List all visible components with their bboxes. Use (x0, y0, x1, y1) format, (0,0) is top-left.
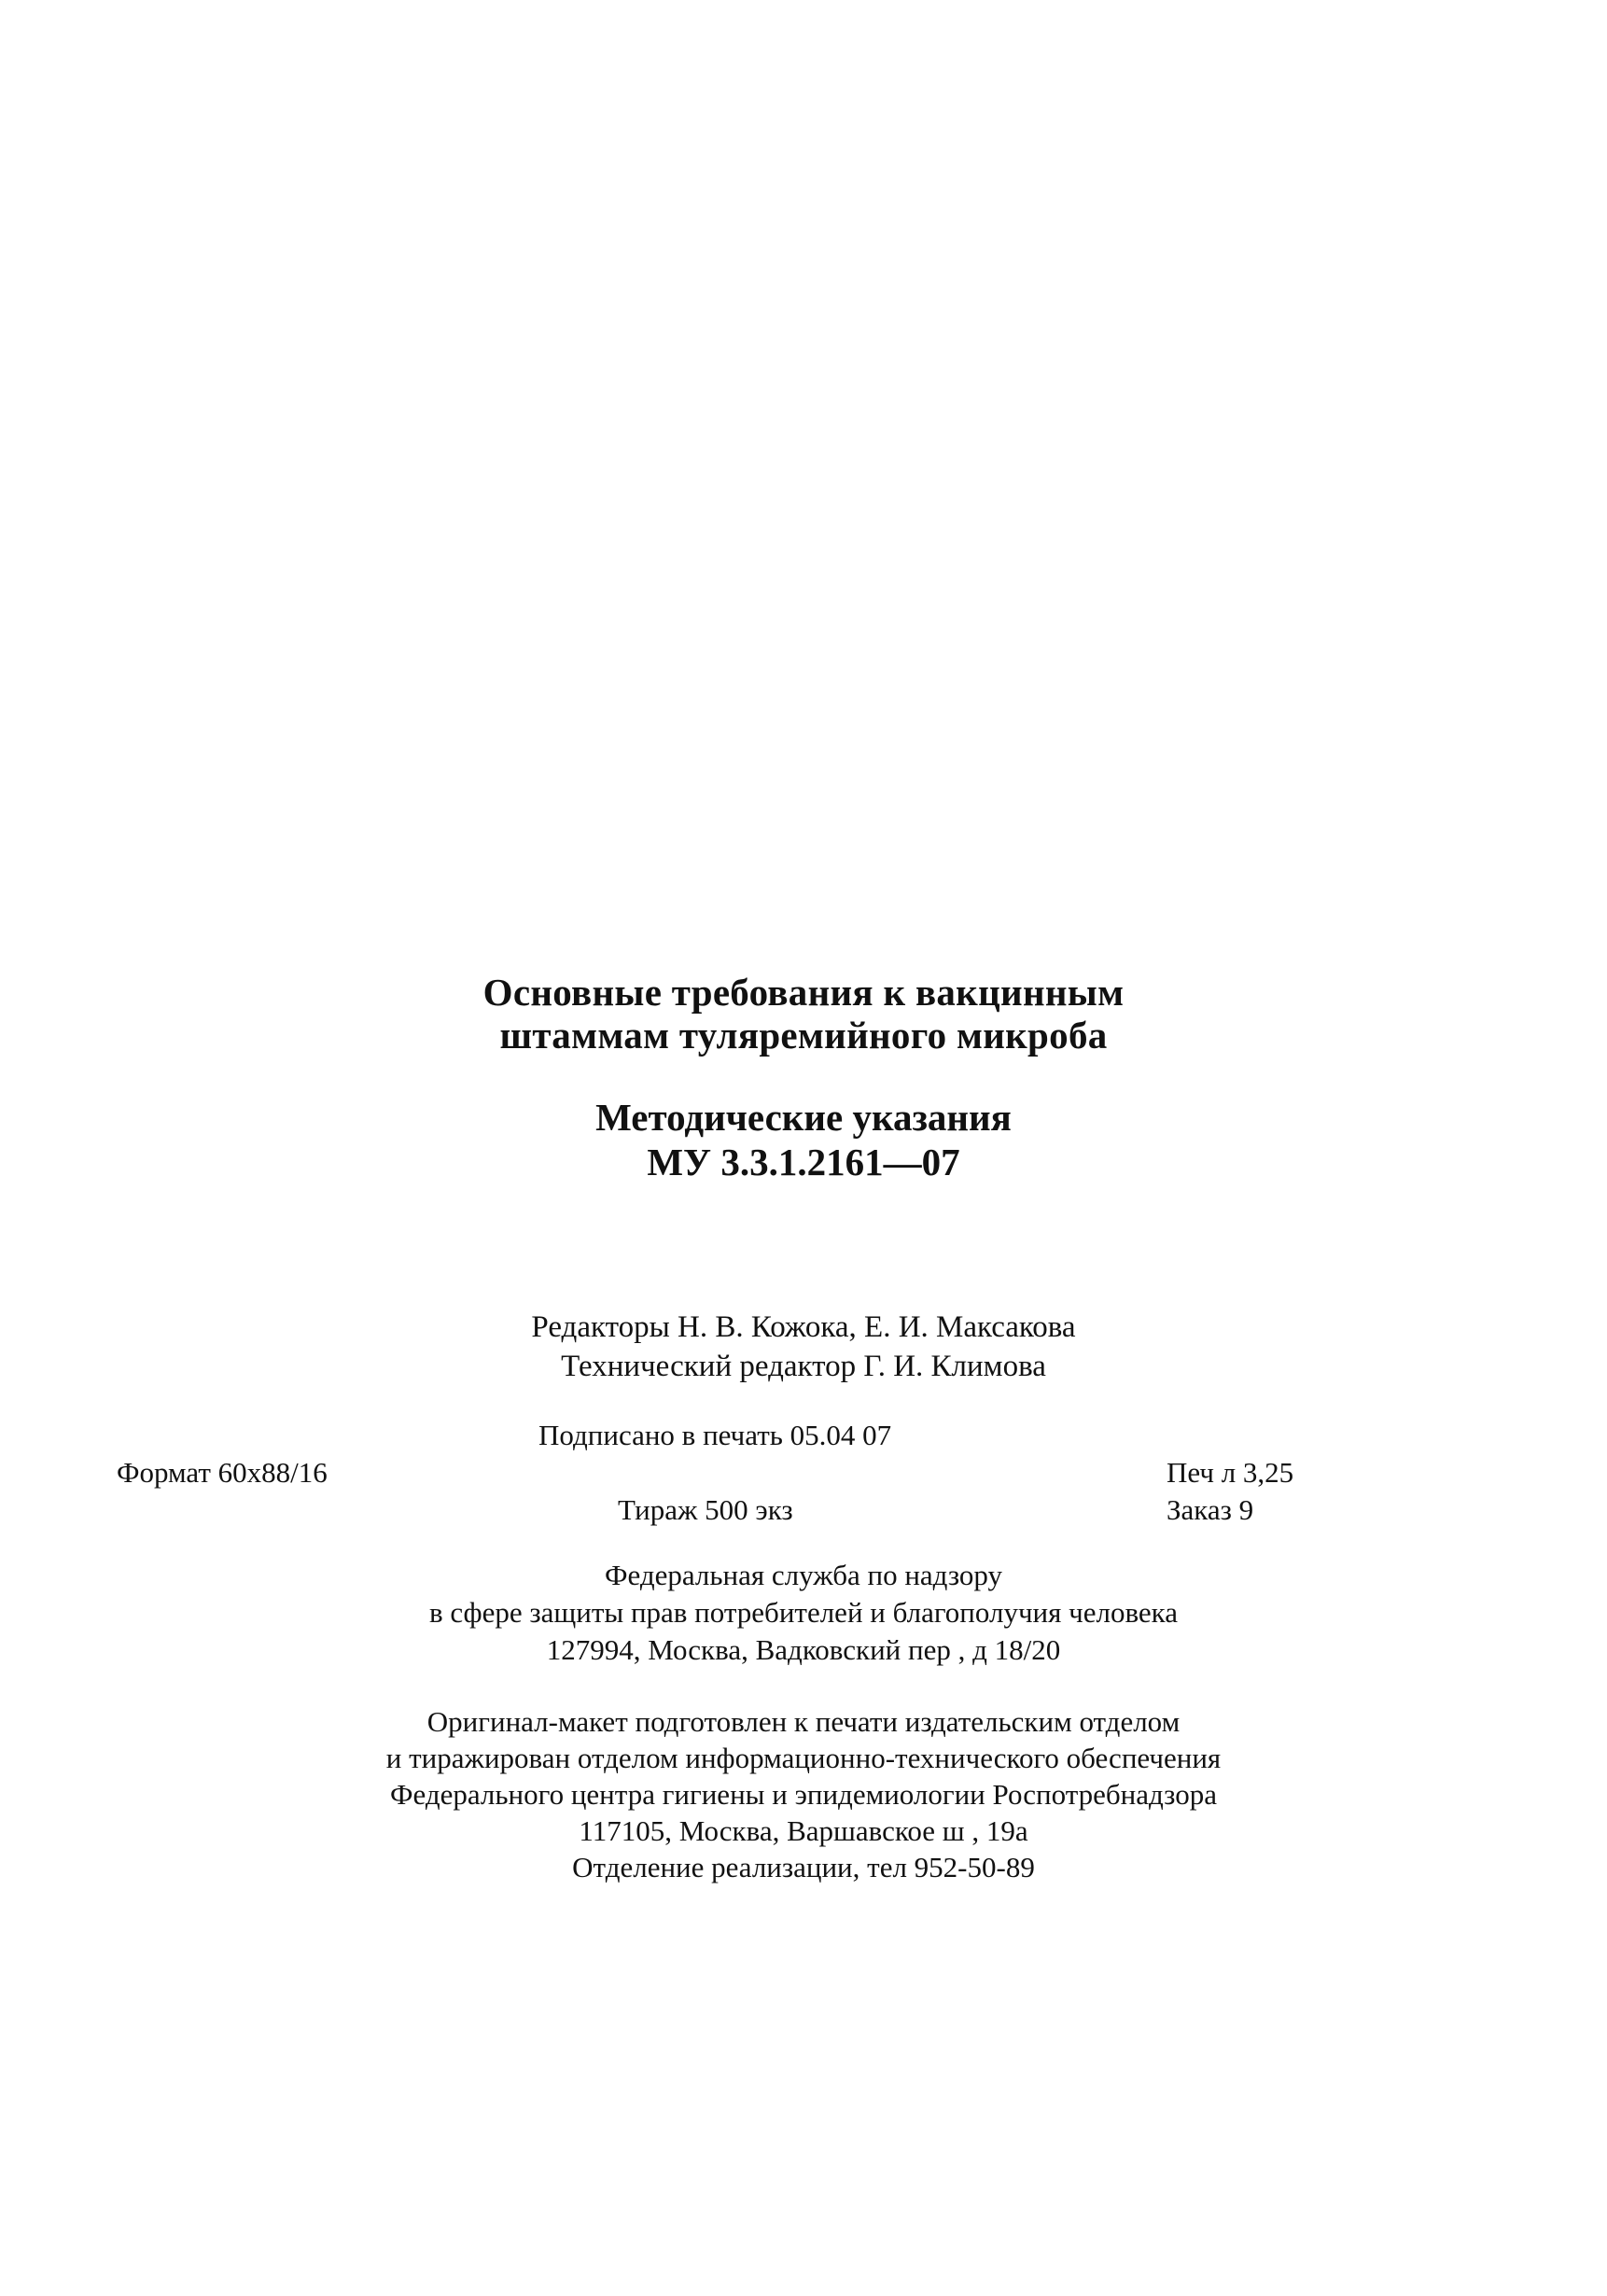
publisher-line-1: Оригинал-макет подготовлен к печати издательским отделом (426, 1705, 1181, 1738)
editors-credits (0, 1308, 1607, 1386)
document-title (0, 971, 1607, 1057)
agency-address: 127994, Москва, Вадковский пер , д 18/20 (546, 1633, 1061, 1666)
doc-number: МУ 3.3.1.2161—07 (647, 1141, 960, 1183)
signed-to-print: Подписано в печать 05.04 07 (538, 1419, 892, 1451)
agency-info (0, 1557, 1607, 1669)
publisher-line-3: Федерального центра гигиены и эпидемиологии Роспотребнадзора (390, 1778, 1217, 1811)
order-number: Заказ 9 (1167, 1493, 1254, 1526)
editors-line: Редакторы Н. В. Кожока, Е. И. Максакова (531, 1310, 1076, 1344)
printed-sheets: Печ л 3,25 (1167, 1456, 1294, 1489)
print-run: Тираж 500 экз (618, 1493, 793, 1526)
document-type (0, 1095, 1607, 1184)
title-line-2: штаммам туляремийного микроба (499, 1014, 1108, 1057)
publisher-address: 117105, Москва, Варшавское ш , 19а (579, 1814, 1028, 1847)
print-details (0, 1417, 1607, 1526)
paper-format: Формат 60x88/16 (117, 1456, 328, 1489)
publisher-info (0, 1703, 1607, 1885)
technical-editor-line: Технический редактор Г. И. Климова (561, 1350, 1046, 1383)
doc-type-label: Методические указания (595, 1096, 1012, 1139)
title-line-1: Основные требования к вакцинным (482, 971, 1125, 1014)
agency-line-1: Федеральная служба по надзору (605, 1559, 1002, 1591)
publisher-line-2: и тиражирован отделом информационно-технического обеспечения (385, 1742, 1222, 1774)
sales-department: Отделение реализации, тел 952-50-89 (572, 1851, 1035, 1883)
agency-line-2: в сфере защиты прав потребителей и благополучия человека (428, 1596, 1179, 1629)
